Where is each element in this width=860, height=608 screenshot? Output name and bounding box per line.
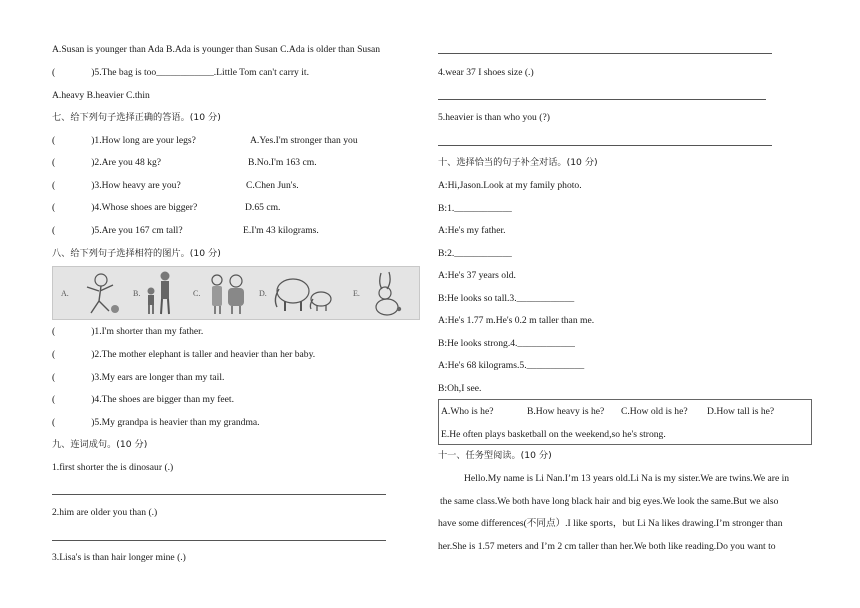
dialog-line: A:He's 68 kilograms.5.____________ — [438, 360, 585, 371]
answer-line — [438, 99, 766, 100]
dialog-line: B:He looks strong.4.____________ — [438, 338, 575, 349]
sec9-item-1: 1.first shorter the is dinosaur (.) — [52, 462, 174, 473]
reading-line: her.She is 1.57 meters and I’m 2 cm taller than her.We both like reading.Do you want to — [438, 541, 776, 552]
pic-label-e: E. — [353, 289, 360, 298]
sec9-item-5: 5.heavier is than who you (?) — [438, 112, 550, 123]
dialog-line: B:1.____________ — [438, 203, 512, 214]
dialog-line: B:He looks so tall.3.____________ — [438, 293, 575, 304]
answer-paren: ( — [52, 67, 56, 78]
dialog-line: A:Hi,Jason.Look at my family photo. — [438, 180, 582, 191]
dialog-line: A:He's 1.77 m.He's 0.2 m taller than me. — [438, 315, 595, 326]
reading-line: the same class.We both have long black hair and big eyes.We look the same.But we also — [440, 496, 779, 507]
sec7-item-4: ( )4.Whose shoes are bigger? D.65 cm. — [52, 202, 281, 213]
sec8-item-2: ( )2.The mother elephant is taller and heavier than her baby. — [52, 349, 316, 360]
sec9-item-3: 3.Lisa's is than hair longer mine (.) — [52, 552, 186, 563]
options-line-2: E.He often plays basketball on the weekend,so he's strong. — [441, 429, 666, 440]
sec7-item-2: ( )2.Are you 48 kg? B.No.I'm 163 cm. — [52, 157, 317, 168]
question-4-options: A.Susan is younger than Ada B.Ada is younger than Susan C.Ada is older than Susan — [52, 44, 381, 55]
sec8-item-3: ( )3.My ears are longer than my tail. — [52, 372, 225, 383]
reading-line: have some differences(不同点）.I like sports，but Li Na likes drawing.I’m stronger than — [438, 518, 783, 529]
section-9-title: 九、连词成句。(10 分) — [52, 439, 148, 450]
boy-playing-football-icon — [75, 271, 125, 315]
grandparents-icon — [205, 271, 249, 315]
section-7-title: 七、给下列句子选择正确的答语。(10 分) — [52, 112, 221, 123]
reading-line: Hello.My name is Li Nan.I’m 13 years old.Li Na is my sister.We are twins.We are in — [464, 473, 790, 484]
sec7-item-3: ( )3.How heavy are you? C.Chen Jun's. — [52, 180, 299, 191]
picture-strip — [52, 266, 420, 320]
sec7-item-1: ( )1.How long are your legs? A.Yes.I'm stronger than you — [52, 135, 358, 146]
pic-label-a: A. — [61, 289, 69, 298]
dialog-line: A:He's 37 years old. — [438, 270, 516, 281]
sec7-item-5: ( )5.Are you 167 cm tall? E.I'm 43 kilograms. — [52, 225, 319, 236]
answer-line — [52, 540, 386, 541]
pic-label-c: C. — [193, 289, 201, 298]
question-5-text: )5.The bag is too____________.Little Tom can't carry it. — [91, 67, 309, 78]
dialog-line: B:Oh,I see. — [438, 383, 482, 394]
answer-line — [438, 53, 772, 54]
question-5 — [52, 67, 309, 79]
answer-line — [438, 145, 772, 146]
father-and-child-icon — [143, 269, 179, 317]
sec9-item-4: 4.wear 37 I shoes size (.) — [438, 67, 534, 78]
elephants-icon — [271, 271, 337, 315]
sec8-item-1: ( )1.I'm shorter than my father. — [52, 326, 204, 337]
answer-line — [52, 494, 386, 495]
rabbit-icon — [365, 269, 409, 317]
dialog-line: A:He's my father. — [438, 225, 506, 236]
options-box: A.Who is he? B.How heavy is he? C.How old is he? D.How tall is he? E.He often plays basketball on the weekend,so he's strong. — [438, 399, 812, 445]
question-5-options: A.heavy B.heavier C.thin — [52, 90, 150, 101]
section-10-title: 十、选择恰当的句子补全对话。(10 分) — [438, 157, 598, 168]
section-8-title: 八、给下列句子选择相符的图片。(10 分) — [52, 248, 221, 259]
pic-label-d: D. — [259, 289, 267, 298]
sec9-item-2: 2.him are older you than (.) — [52, 507, 158, 518]
sec8-item-5: ( )5.My grandpa is heavier than my grandma. — [52, 417, 260, 428]
pic-label-b: B. — [133, 289, 141, 298]
sec8-item-4: ( )4.The shoes are bigger than my feet. — [52, 394, 234, 405]
section-11-title: 十一、任务型阅读。(10 分) — [438, 450, 552, 461]
dialog-line: B:2.____________ — [438, 248, 512, 259]
